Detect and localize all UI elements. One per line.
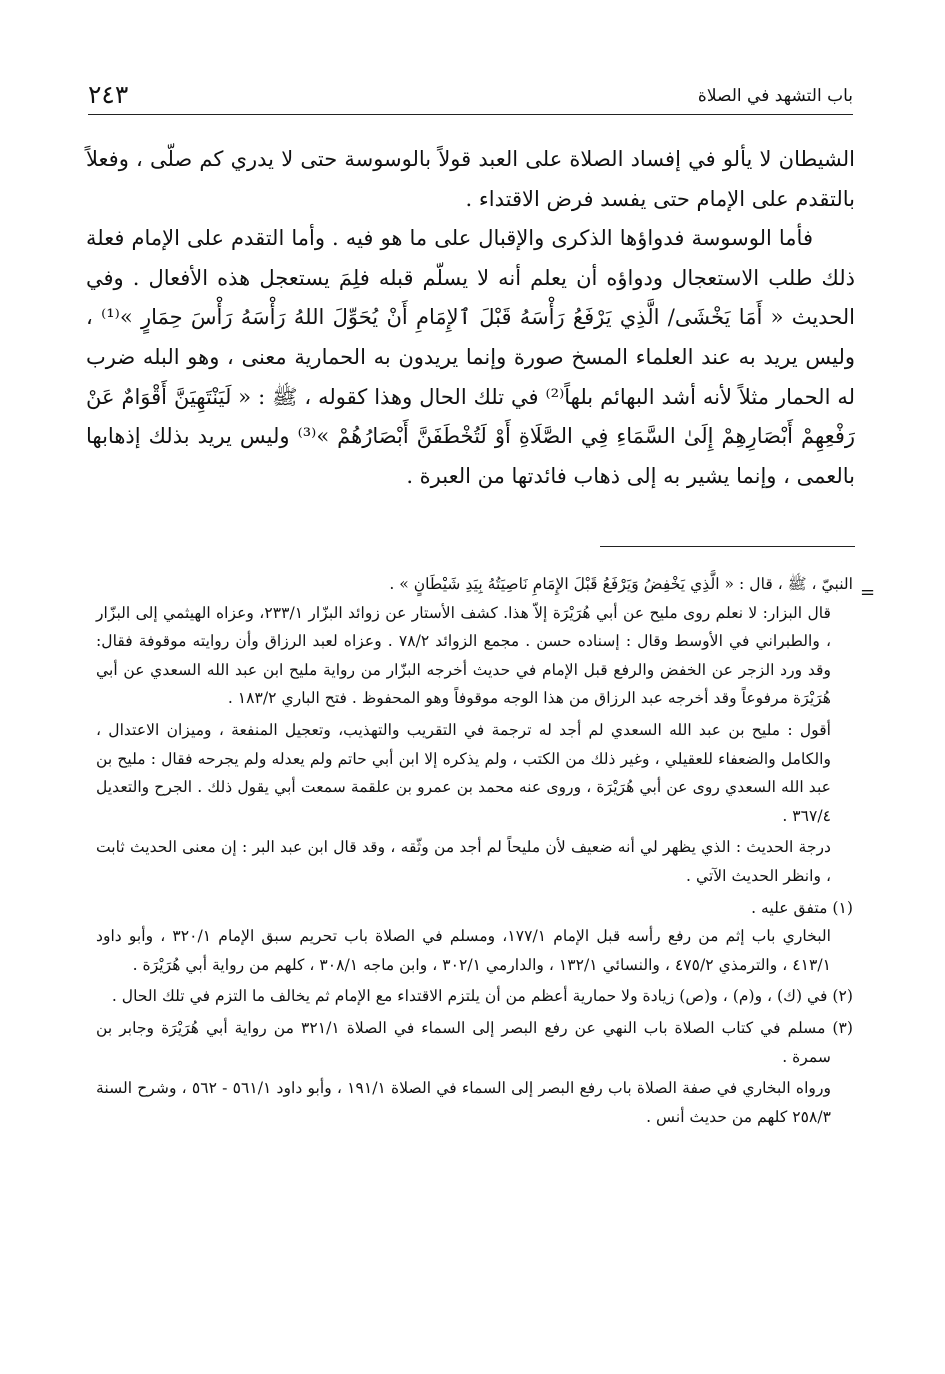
running-title: باب التشهد في الصلاة bbox=[697, 86, 853, 106]
paragraph: الشيطان لا يألو في إفساد الصلاة على العبد قولاً بالوسوسة حتى لا يدري كم صلّى ، وفعلاً بالتقدم على الإمام حتى يفسد فرض الاقتداء . bbox=[86, 147, 855, 211]
footnote-1: (١) متفق عليه . bbox=[751, 898, 853, 917]
footnote-continuation-mark: = bbox=[860, 582, 876, 603]
footnote-2: (٢) في (ك) ، و(م) ، و(ص) زيادة ولا حمارية أعظم من أن يلتزم الاقتداء مع الإمام ثم يخالف ما التزم في تلك الحال . bbox=[111, 987, 853, 1006]
footnotes bbox=[96, 570, 853, 1131]
footnote-text: درجة الحديث : الذي يظهر لي أنه ضعيف لأن مليحاً لم أجد من وثّقه ، وقد قال ابن عبد البر : إن معنى الحديث ثابت ، وانظر الحديث الآتي . bbox=[96, 838, 831, 885]
footnote-text: ورواه البخاري في صفة الصلاة باب رفع البصر إلى السماء في الصلاة ١٩١/١ ، وأبو داود ٥٦١/١ - ٥٦٢ ، وشرح السنة ٢٥٨/٣ كلهم من حديث أنس . bbox=[96, 1079, 832, 1126]
page-header bbox=[88, 80, 853, 115]
main-text bbox=[86, 140, 855, 496]
footnote-text: أقول : مليح بن عبد الله السعدي لم أجد له ترجمة في التقريب والتهذيب، وتعجيل المنفعة ، وميزان الاعتدال ، والكامل والضعفاء للعقيلي ، وغير ذلك من الكتب ، ولم يذكره إلا ابن أبي حاتم ولم يعدله ولم يجرحه فقال : مليح بن عبد الله السعدي روى عن أبي هُرَيْرَة ، وروى عنه محمد بن عمرو بن علقمة سمعت أبي يقول ذلك . الجرح والتعديل ٣٦٧/٤ . bbox=[96, 720, 831, 825]
footnote-text: البخاري باب إثم من رفع رأسه قبل الإمام ١٧٧/١، ومسلم في الصلاة باب تحريم سبق الإمام ٣٢٠/١ ، وأبو داود ٤١٣/١ ، والترمذي ٤٧٥/٢ ، والنسائي ١٣٢/١ ، والدارمي ٣٠٢/١ ، وابن ماجه ٣٠٨/١ ، كلهم من رواية أبي هُرَيْرَة . bbox=[96, 927, 831, 974]
paragraph: فأما الوسوسة فدواؤها الذكرى والإقبال على ما هو فيه . وأما التقدم على الإمام فعلة ذلك طلب الاستعجال ودواؤه أن يعلم أنه لا يسلّم قبله فلِمَ يستعجل هذه الأفعال . وفي الحديث « أَمَا يَخْشَى/ الَّذِي يَرْفَعُ رَأْسَهُ قَبْلَ ٱلإِمَامِ أَنْ يُحَوِّلَ اللهُ رَأْسَهُ رَأْسَ حِمَارٍ »⁽¹⁾ ، وليس يريد به عند العلماء المسخ صورة وإنما يريدون به الحمارية معنى ، وهو البله ضرب له الحمار مثلاً لأنه أشد البهائم بلهاً⁽²⁾ في تلك الحال وهذا كقوله ، ﷺ : « لَيَنْتَهِيَنَّ أَقْوَامٌ عَنْ رَفْعِهِمْ أَبْصَارِهِمْ إِلَىٰ السَّمَاءِ فِي الصَّلَاةِ أَوْ لَتُخْطَفَنَّ أَبْصَارُهُمْ »⁽³⁾ وليس يريد بذلك إذهابها بالعمى ، وإنما يشير به إلى ذهاب فائدتها من العبرة . bbox=[86, 226, 856, 488]
footnote-separator bbox=[600, 546, 855, 547]
page-number: ٢٤٣ bbox=[88, 80, 129, 109]
footnote-text: قال البزار: لا نعلم روى مليح عن أبي هُرَيْرَة إلاّ هذا. كشف الأستار عن زوائد البزّار ٢٣٣/١، وعزاه الهيثمي إلى البزّار ، والطبراني في الأوسط وقال : إسناده حسن . مجمع الزوائد ٧٨/٢ . وعزاه لعبد الرزاق وأن روايته موقوفة فقال: وقد ورد الزجر عن الخفض والرفع قبل الإمام في حديث أخرجه البزّار من رواية مليح ابن عبد الله السعدي عن أبي هُرَيْرَة مرفوعاً وقد أخرجه عبد الرزاق من هذا الوجه موقوفاً وهو المحفوظ . فتح الباري ١٨٣/٢ . bbox=[96, 603, 831, 708]
footnote-continued: النبيّ ، ﷺ ، قال : « الَّذِي يَخْفِضُ وَيَرْفَعُ قَبْلَ الإِمَامِ نَاصِيَتُهُ بِيَدِ شَيْطَانٍ » . bbox=[389, 575, 853, 593]
footnote-3: (٣) مسلم في كتاب الصلاة باب النهي عن رفع البصر إلى السماء في الصلاة ٣٢١/١ من رواية أبي هُرَيْرَة وجابر بن سمرة . bbox=[96, 1018, 853, 1066]
